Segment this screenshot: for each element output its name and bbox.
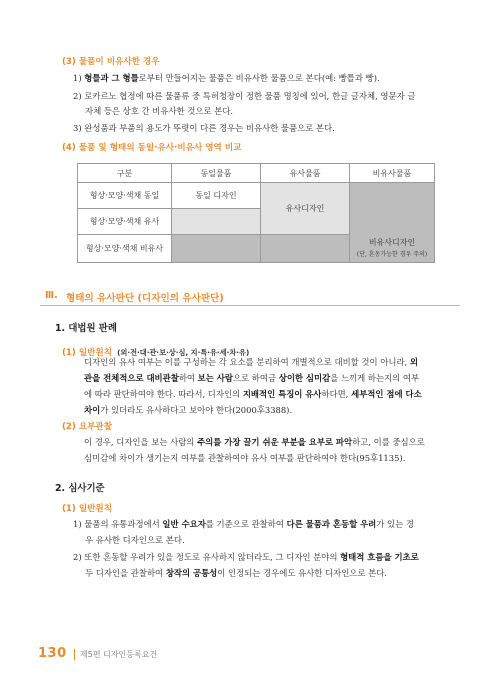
list-item: 2) 또한 혼동할 우려가 있을 정도로 유사하지 않더라도, 그 디자인 분야의 형태적 흐름을 기초로	[73, 552, 419, 562]
header-cell: 비유사물품	[350, 164, 435, 183]
cell-empty	[172, 235, 261, 263]
list-item: 1) 물품의 유통과정에서 일반 수요자를 기준으로 관찰하여 다른 물품과 혼동할 우려가 있는 경	[73, 519, 414, 529]
subheading-general-principle-2: (1) 일반원칙	[62, 504, 113, 514]
row-label: 형상·모양·색채 동일	[78, 183, 172, 209]
paragraph-line: 차이가 있더라도 유사하다고 보아야 한다(2000후3388).	[84, 405, 293, 415]
cell-empty	[172, 209, 261, 235]
dissimilar-label: 비유사디자인	[368, 238, 416, 247]
section-number: Ⅲ.	[45, 290, 58, 301]
row-label: 형상·모양·색채 비유사	[78, 235, 172, 263]
row-label: 형상·모양·색채 유사	[78, 209, 172, 235]
header-cell: 유사물품	[261, 164, 350, 183]
comparison-table	[77, 163, 435, 263]
cell-empty	[261, 235, 350, 263]
paragraph-line: 관을 전체적으로 대비관찰하여 보는 사람으로 하여금 상이한 심미감을 느끼게 하는지의 여부	[84, 373, 420, 383]
section-title: 형태의 유사판단 (디자인의 유사판단)	[66, 293, 224, 304]
header-cell: 구분	[78, 164, 172, 183]
paragraph-line: 이 경우, 디자인을 보는 사람의 주의를 가장 끌기 쉬운 부분을 요부로 파악하고, 이를 중심으로	[84, 437, 425, 447]
list-item-continued: 자체 등은 상호 간 비유사한 것으로 본다.	[85, 106, 234, 116]
cell-similar-design: 유사디자인	[261, 183, 350, 235]
paragraph-line: 에 따라 판단하여야 한다. 따라서, 디자인의 지배적인 특징이 유사하다면, 세부적인 점에 다소	[84, 389, 422, 399]
subsection-heading-3: (3) 물품이 비유사한 경우	[62, 57, 160, 67]
table-row	[78, 183, 435, 209]
list-item-continued: 우 유사한 디자인으로 본다.	[85, 535, 185, 545]
subsection-heading-4: (4) 물품 및 형태의 동일·유사·비유사 영역 비교	[62, 143, 242, 153]
list-item: 1) 형틀과 그 형틀로부터 만들어지는 물품은 비유사한 물품으로 본다(예: 빵틀과 빵).	[73, 73, 380, 83]
header-cell: 동일물품	[172, 164, 261, 183]
heading-supreme-court: 1. 대법원 판례	[55, 323, 117, 334]
list-item: 2) 로카르노 협정에 따른 물품류 중 특허청장이 정한 물품 명칭에 있어, 한글 글자체, 영문자 글	[73, 91, 416, 101]
footer-divider	[74, 649, 75, 660]
subheading-general-principle: (1) 일반원칙 (외·전·대·관·보·상·심, 지·특·유·세·차·유)	[62, 348, 250, 358]
list-item: 3) 완성품과 부품의 용도가 뚜렷이 다른 경우는 비유사한 물품으로 본다.	[73, 123, 335, 133]
page-number: 130	[38, 646, 67, 661]
subheading-main-part: (2) 요부관찰	[62, 422, 113, 432]
cell-same-design: 동일 디자인	[172, 183, 261, 209]
paragraph-line: 디자인의 유사 여부는 이를 구성하는 각 요소를 분리하여 개별적으로 대비할 것이 아니라, 외	[84, 357, 418, 367]
dissimilar-note: (단, 혼동가능한 경우 주의)	[356, 251, 428, 258]
cell-dissimilar-design	[350, 183, 435, 263]
heading-examination-criteria: 2. 심사기준	[55, 483, 105, 494]
list-item-continued: 두 디자인을 관찰하여 창작의 공통성이 인정되는 경우에도 유사한 디자인으로 본다.	[85, 568, 387, 578]
paragraph-line: 심미감에 차이가 생기는지 여부를 관찰하여야 유사 여부를 판단하여야 한다(95후1135).	[84, 453, 406, 463]
table-header-row	[78, 164, 435, 183]
running-footer: 제5편 디자인등록요건	[80, 650, 158, 659]
